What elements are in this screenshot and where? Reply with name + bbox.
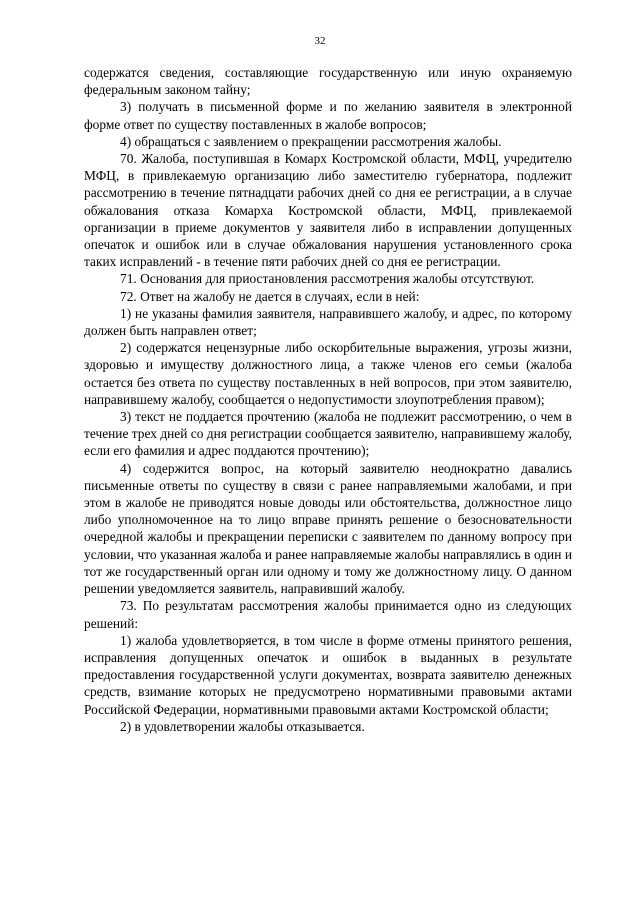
paragraph: 4) обращаться с заявлением о прекращении рассмотрения жалобы. xyxy=(120,133,502,149)
paragraph: 3) получать в письменной форме и по желанию заявителя в электронной форме ответ по существу поставленных в жалобе вопросов; xyxy=(84,99,572,132)
paragraph: 72. Ответ на жалобу не дается в случаях, если в ней: xyxy=(120,288,420,304)
paragraph: 73. По результатам рассмотрения жалобы принимается одно из следующих решений: xyxy=(84,598,572,631)
page-number: 32 xyxy=(314,35,326,47)
paragraph: 2) содержатся нецензурные либо оскорбительные выражения, угрозы жизни, здоровью и имуществу должностного лица, а также членов его семьи (жалоба остается без ответа по существу поставленных в ней вопросов, при этом заявителю, направившему жалобу, сообщается о недопустимости злоупотребления правом); xyxy=(84,340,572,407)
document-body xyxy=(84,64,572,735)
paragraph: содержатся сведения, составляющие государственную или иную охраняемую федеральным законом тайну; xyxy=(84,65,572,98)
paragraph: 1) жалоба удовлетворяется, в том числе в форме отмены принятого решения, исправления допущенных опечаток и ошибок в выданных в результате предоставления государственной услуги документах, возврата заявителю денежных средств, взимание которых не предусмотрено нормативными правовыми актами Российской Федерации, нормативными правовыми актами Костромской области; xyxy=(84,632,572,717)
paragraph: 3) текст не поддается прочтению (жалоба не подлежит рассмотрению, о чем в течение трех дней со дня регистрации сообщается заявителю, направившему жалобу, если его фамилия и адрес поддаются прочтению); xyxy=(84,409,572,459)
paragraph: 4) содержится вопрос, на который заявителю неоднократно давались письменные ответы по существу в связи с ранее направляемыми жалобами, и при этом в жалобе не приводятся новые доводы или обстоятельства, должностное лицо либо уполномоченное на то лицо вправе принять решение о безосновательности очередной жалобы и прекращении переписки с заявителем по данному вопросу при условии, что указанная жалоба и ранее направляемые жалобы направлялись в один и тот же государственный орган или одному и тому же должностному лицу. О данном решении уведомляется заявитель, направивший жалобу. xyxy=(84,460,572,597)
paragraph: 70. Жалоба, поступившая в Комарх Костромской области, МФЦ, учредителю МФЦ, в привлекаемую организацию либо заместителю губернатора, подлежит рассмотрению в течение пятнадцати рабочих дней со дня ее регистрации, а в случае обжалования отказа Комарха Костромской области, МФЦ, привлекаемой организации в приеме документов у заявителя либо в исправлении допущенных опечаток и ошибок или в случае обжалования нарушения установленного срока таких исправлений - в течение пяти рабочих дней со дня ее регистрации. xyxy=(84,151,572,270)
paragraph: 71. Основания для приостановления рассмотрения жалобы отсутствуют. xyxy=(120,271,535,287)
paragraph: 1) не указаны фамилия заявителя, направившего жалобу, и адрес, по которому должен быть направлен ответ; xyxy=(84,305,572,339)
paragraph: 2) в удовлетворении жалобы отказывается. xyxy=(120,718,365,734)
